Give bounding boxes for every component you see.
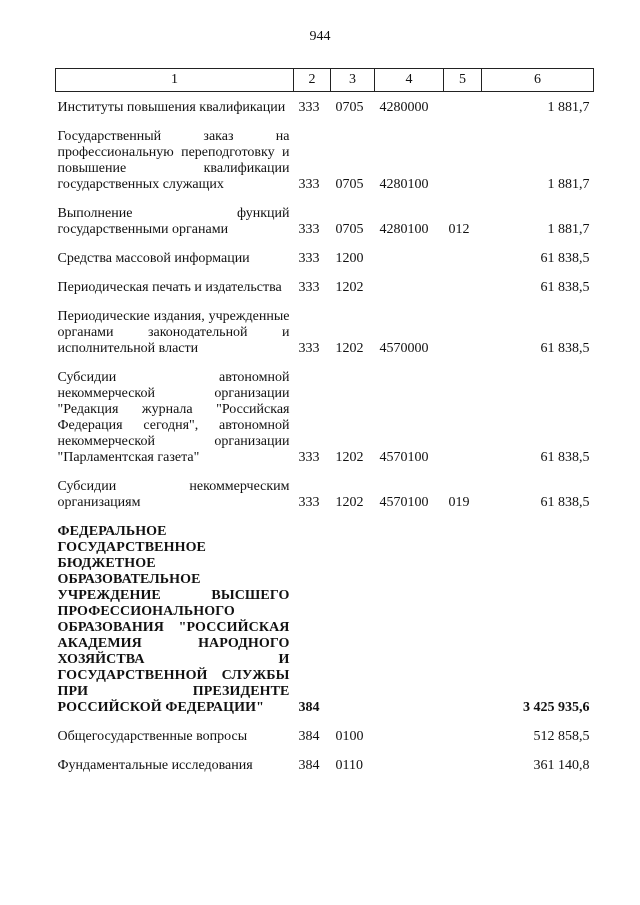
column-header: 5 (444, 69, 482, 92)
section-code: 0705 (335, 222, 364, 237)
row-name: Фундаментальные исследования (57, 758, 253, 773)
amount: 61 838,5 (540, 495, 590, 510)
target-item-code (375, 516, 444, 721)
ministry-code: 333 (298, 100, 320, 115)
row-name: Общегосударственные вопросы (57, 729, 248, 744)
ministry-code: 333 (298, 341, 320, 356)
row-name: Субсидии некоммерческим организациям (57, 479, 290, 510)
amount: 61 838,5 (540, 280, 590, 295)
ministry-code: 333 (298, 177, 320, 192)
table-row (56, 92, 594, 122)
amount: 61 838,5 (540, 251, 590, 266)
target-item-code: 4280100 (379, 177, 429, 192)
section-code: 0110 (335, 758, 363, 773)
expense-type-code (444, 362, 482, 471)
table-row (56, 721, 594, 750)
table-row-institution (56, 516, 594, 721)
section-code: 1202 (335, 450, 364, 465)
column-header: 4 (375, 69, 444, 92)
ministry-code: 333 (298, 450, 320, 465)
amount: 3 425 935,6 (523, 700, 590, 715)
table-row (56, 243, 594, 272)
column-header: 3 (331, 69, 375, 92)
amount: 61 838,5 (540, 341, 590, 356)
section-code: 0100 (335, 729, 364, 744)
row-name: Институты повышения квалификации (57, 100, 286, 115)
ministry-code: 333 (298, 280, 320, 295)
table-row (56, 750, 594, 779)
target-item-code: 4280000 (379, 100, 429, 115)
ministry-code: 333 (298, 495, 320, 510)
target-item-code: 4280100 (379, 222, 429, 237)
column-header: 6 (482, 69, 594, 92)
expense-type-code (444, 243, 482, 272)
section-code: 0705 (335, 177, 364, 192)
table-row (56, 121, 594, 198)
expense-type-code (444, 750, 482, 779)
row-name: Государственный заказ на профессиональную переподготовку и повышение квалификации государственных служащих (57, 129, 290, 192)
table-header-row (56, 69, 594, 92)
amount: 1 881,7 (547, 177, 590, 192)
section-code: 1202 (335, 341, 364, 356)
expense-type-code (444, 121, 482, 198)
section-code (331, 516, 375, 721)
target-item-code (375, 750, 444, 779)
table-row (56, 471, 594, 516)
row-name: Субсидии автономной некоммерческой организации "Редакция журнала "Российская Федерация сегодня", автономной некоммерческой организации "Парламентская газета" (57, 370, 290, 465)
target-item-code: 4570100 (379, 495, 429, 510)
target-item-code: 4570100 (379, 450, 429, 465)
target-item-code (375, 721, 444, 750)
expense-type-code: 012 (448, 222, 470, 237)
target-item-code (375, 272, 444, 301)
expense-type-code (444, 272, 482, 301)
table-row (56, 198, 594, 243)
section-code: 1200 (335, 251, 364, 266)
expense-type-code (444, 301, 482, 362)
amount: 61 838,5 (540, 450, 590, 465)
expense-type-code (444, 516, 482, 721)
amount: 1 881,7 (547, 222, 590, 237)
column-header: 2 (294, 69, 331, 92)
ministry-code: 333 (298, 222, 320, 237)
ministry-code: 384 (298, 729, 320, 744)
target-item-code: 4570000 (379, 341, 429, 356)
row-name: Средства массовой информации (57, 251, 250, 266)
amount: 361 140,8 (533, 758, 590, 773)
row-name: ФЕДЕРАЛЬНОЕ ГОСУДАРСТВЕННОЕ БЮДЖЕТНОЕ ОБРАЗОВАТЕЛЬНОЕ УЧРЕЖДЕНИЕ ВЫСШЕГО ПРОФЕССИОНАЛЬНОГО ОБРАЗОВАНИЯ "РОССИЙСКАЯ АКАДЕМИЯ НАРОДНОГО ХОЗЯЙСТВА И ГОСУДАРСТВЕННОЙ СЛУЖБЫ ПРИ ПРЕЗИДЕНТЕ РОССИЙСКОЙ ФЕДЕРАЦИИ" (57, 524, 290, 715)
expense-type-code (444, 92, 482, 122)
section-code: 1202 (335, 280, 364, 295)
expense-type-code (444, 721, 482, 750)
ministry-code: 384 (298, 700, 320, 715)
table-row (56, 272, 594, 301)
section-code: 1202 (335, 495, 364, 510)
ministry-code: 384 (298, 758, 320, 773)
page-number: 944 (309, 29, 331, 44)
row-name: Периодические издания, учрежденные органами законодательной и исполнительной власти (57, 309, 290, 356)
row-name: Выполнение функций государственными органами (57, 206, 290, 237)
target-item-code (375, 243, 444, 272)
amount: 1 881,7 (547, 100, 590, 115)
amount: 512 858,5 (533, 729, 590, 744)
row-name: Периодическая печать и издательства (57, 280, 282, 295)
budget-table (55, 68, 594, 779)
ministry-code: 333 (298, 251, 320, 266)
section-code: 0705 (335, 100, 364, 115)
table-row (56, 362, 594, 471)
table-row (56, 301, 594, 362)
column-header: 1 (56, 69, 294, 92)
expense-type-code: 019 (448, 495, 470, 510)
